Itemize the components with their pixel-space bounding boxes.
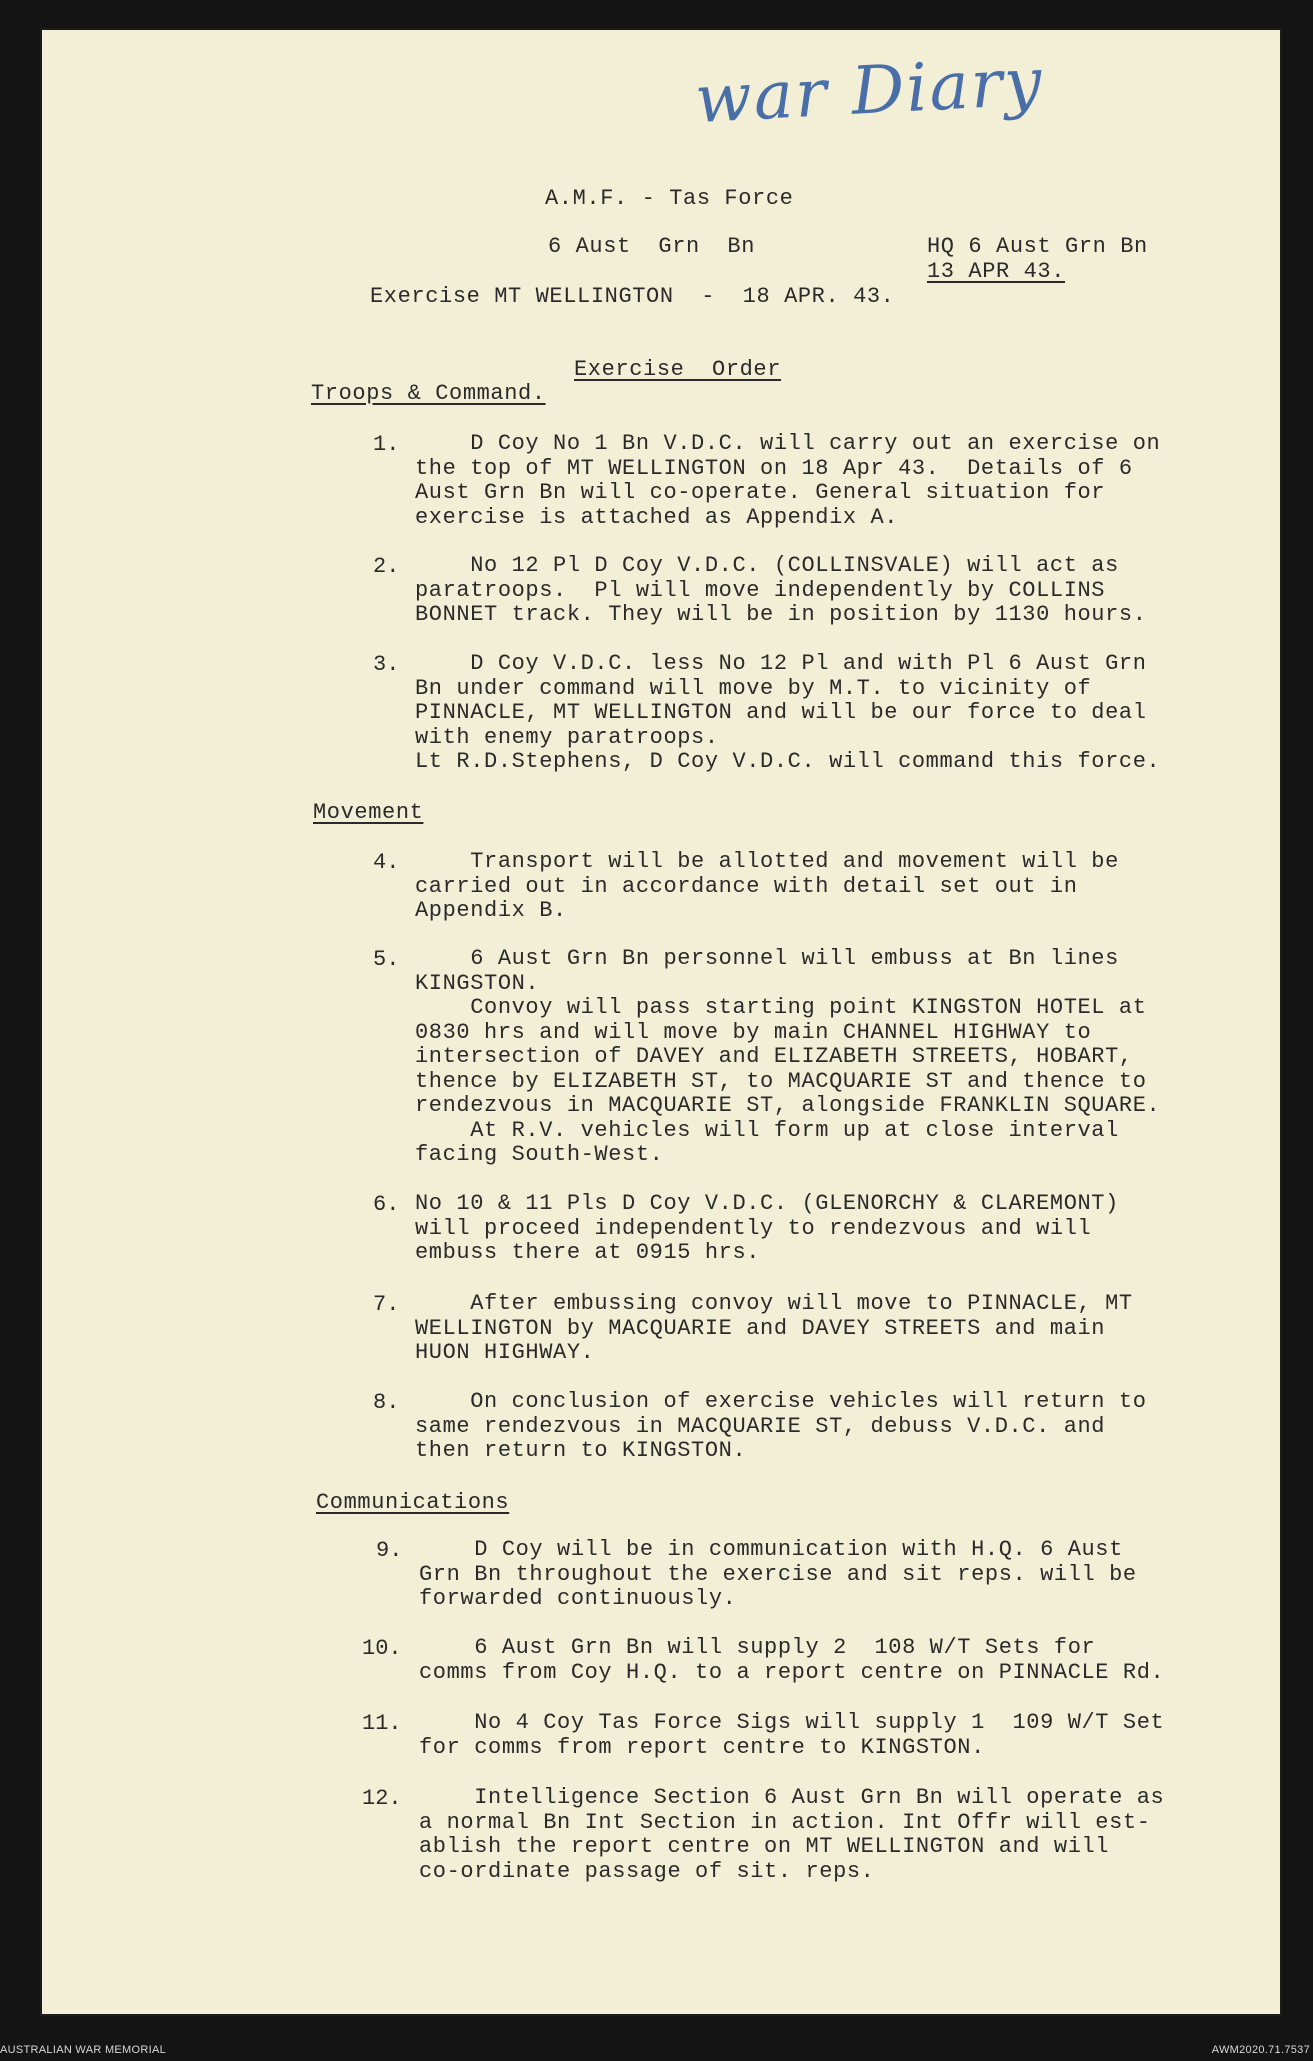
section-communications-heading: Communications bbox=[316, 1490, 510, 1515]
exercise-title: Exercise MT WELLINGTON - 18 APR. 43. bbox=[370, 284, 895, 309]
section-movement-heading: Movement bbox=[313, 800, 424, 825]
unit-name: 6 Aust Grn Bn bbox=[548, 234, 756, 259]
paragraph-4: Transport will be allotted and movement will be carried out in accordance with detail set out in Appendix B. bbox=[415, 849, 1119, 923]
para-number: 4. bbox=[373, 850, 400, 875]
paragraph-8: On conclusion of exercise vehicles will return to same rendezvous in MACQUARIE ST, debuss V.D.C. and then return to KINGSTON. bbox=[415, 1389, 1147, 1463]
footer-accession-number: AWM2020.71.7537 bbox=[1211, 2044, 1310, 2056]
para-number: 7. bbox=[373, 1292, 400, 1317]
hq-line: HQ 6 Aust Grn Bn bbox=[927, 234, 1148, 259]
para-number: 10. bbox=[362, 1636, 402, 1661]
force-heading: A.M.F. - Tas Force bbox=[545, 186, 794, 211]
para-number: 1. bbox=[373, 432, 400, 457]
paragraph-5: 6 Aust Grn Bn personnel will embuss at Bn lines KINGSTON. Convoy will pass starting point KINGSTON HOTEL at 0830 hrs and will move by main CHANNEL HIGHWAY to intersection of DAVEY and ELIZABETH STREETS, HOBART, thence by ELIZABETH ST, to MACQUARIE ST and thence to rendezvous in MACQUARIE ST, alongside FRANKLIN SQUARE. At R.V. vehicles will form up at close interval facing South-West. bbox=[415, 946, 1161, 1167]
paragraph-1: D Coy No 1 Bn V.D.C. will carry out an exercise on the top of MT WELLINGTON on 18 Apr 43. Details of 6 Aust Grn Bn will co-operate. General situation for exercise is attached as Appendix A. bbox=[415, 431, 1161, 530]
paragraph-9: D Coy will be in communication with H.Q. 6 Aust Grn Bn throughout the exercise and sit reps. will be forwarded continuously. bbox=[419, 1537, 1137, 1611]
para-number: 11. bbox=[362, 1711, 402, 1736]
paragraph-11: No 4 Coy Tas Force Sigs will supply 1 109 W/T Set for comms from report centre to KINGSTON. bbox=[419, 1710, 1165, 1760]
para-number: 9. bbox=[376, 1538, 403, 1563]
paragraph-3: D Coy V.D.C. less No 12 Pl and with Pl 6 Aust Grn Bn under command will move by M.T. to vicinity of PINNACLE, MT WELLINGTON and will be our force to deal with enemy paratroops. Lt R.D.Stephens, D Coy V.D.C. will command this force. bbox=[415, 651, 1161, 774]
handwritten-annotation: war Diary bbox=[693, 42, 1046, 139]
paragraph-12: Intelligence Section 6 Aust Grn Bn will operate as a normal Bn Int Section in action. Int Offr will est- ablish the report centre on MT WELLINGTON and will co-ordinate passage of sit. reps. bbox=[419, 1785, 1165, 1884]
footer-institution: AUSTRALIAN WAR MEMORIAL bbox=[0, 2044, 167, 2056]
para-number: 3. bbox=[373, 652, 400, 677]
section-troops-heading: Troops & Command. bbox=[311, 381, 546, 406]
para-number: 12. bbox=[362, 1786, 402, 1811]
para-number: 6. bbox=[373, 1192, 400, 1217]
order-date: 13 APR 43. bbox=[927, 259, 1066, 284]
paragraph-10: 6 Aust Grn Bn will supply 2 108 W/T Sets for comms from Coy H.Q. to a report centre on PINNACLE Rd. bbox=[419, 1635, 1165, 1685]
para-number: 8. bbox=[373, 1390, 400, 1415]
paragraph-2: No 12 Pl D Coy V.D.C. (COLLINSVALE) will act as paratroops. Pl will move independently by COLLINS BONNET track. They will be in position by 1130 hours. bbox=[415, 553, 1147, 627]
para-number: 2. bbox=[373, 554, 400, 579]
para-number: 5. bbox=[373, 947, 400, 972]
paragraph-7: After embussing convoy will move to PINNACLE, MT WELLINGTON by MACQUARIE and DAVEY STREETS and main HUON HIGHWAY. bbox=[415, 1291, 1133, 1365]
order-title: Exercise Order bbox=[574, 357, 782, 382]
paragraph-6: No 10 & 11 Pls D Coy V.D.C. (GLENORCHY & CLAREMONT) will proceed independently to rendezvous and will embuss there at 0915 hrs. bbox=[415, 1191, 1119, 1265]
